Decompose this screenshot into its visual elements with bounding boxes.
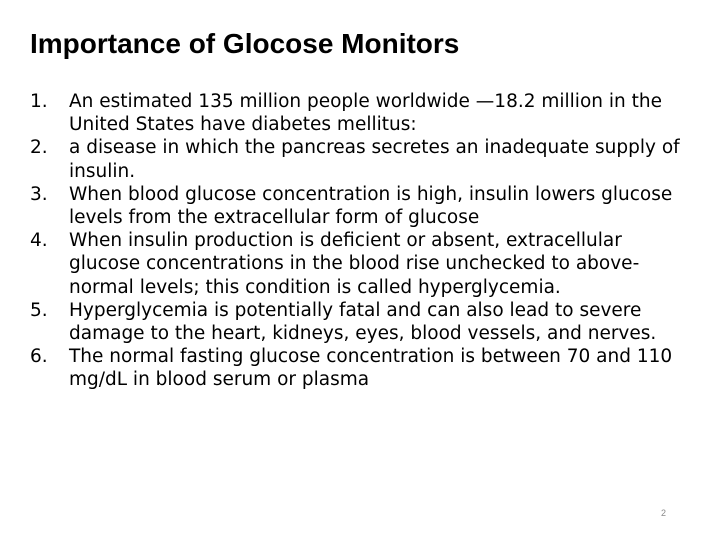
list-item — [30, 345, 690, 391]
list-item — [30, 183, 690, 229]
page-number: 2 — [660, 508, 666, 518]
list-item-text: Hyperglycemia is potentially fatal and can also lead to severe damage to the heart, kidneys, eyes, blood vessels, and nerves. — [69, 299, 657, 345]
list-item — [30, 299, 690, 345]
list-item-text: a disease in which the pancreas secretes an inadequate supply of insulin. — [69, 137, 680, 182]
list-item-number: 5. — [30, 299, 48, 321]
slide-title: Importance of Glocose Monitors — [30, 28, 460, 59]
list-item-number: 2. — [30, 137, 48, 159]
list-item — [30, 136, 690, 182]
list-item-number: 3. — [30, 183, 48, 205]
list-item-text: When blood glucose concentration is high, insulin lowers glucose levels from the extracellular form of glucose — [69, 183, 673, 229]
list-item — [30, 229, 690, 299]
list-item-text: When insulin production is deficient or absent, extracellular glucose concentrations in the blood rise unchecked to above-normal levels; this condition is called hyperglycemia. — [69, 230, 640, 298]
list-item-text: An estimated 135 million people worldwide —18.2 million in the United States have diabetes mellitus: — [69, 91, 662, 136]
list-item-text: The normal fasting glucose concentration is between 70 and 110 mg/dL in blood serum or plasma — [69, 346, 673, 391]
list-item-number: 6. — [30, 346, 48, 368]
list-item-number: 4. — [30, 230, 48, 252]
list-item — [30, 90, 690, 136]
list-item-number: 1. — [30, 91, 48, 112]
numbered-list — [30, 90, 690, 392]
